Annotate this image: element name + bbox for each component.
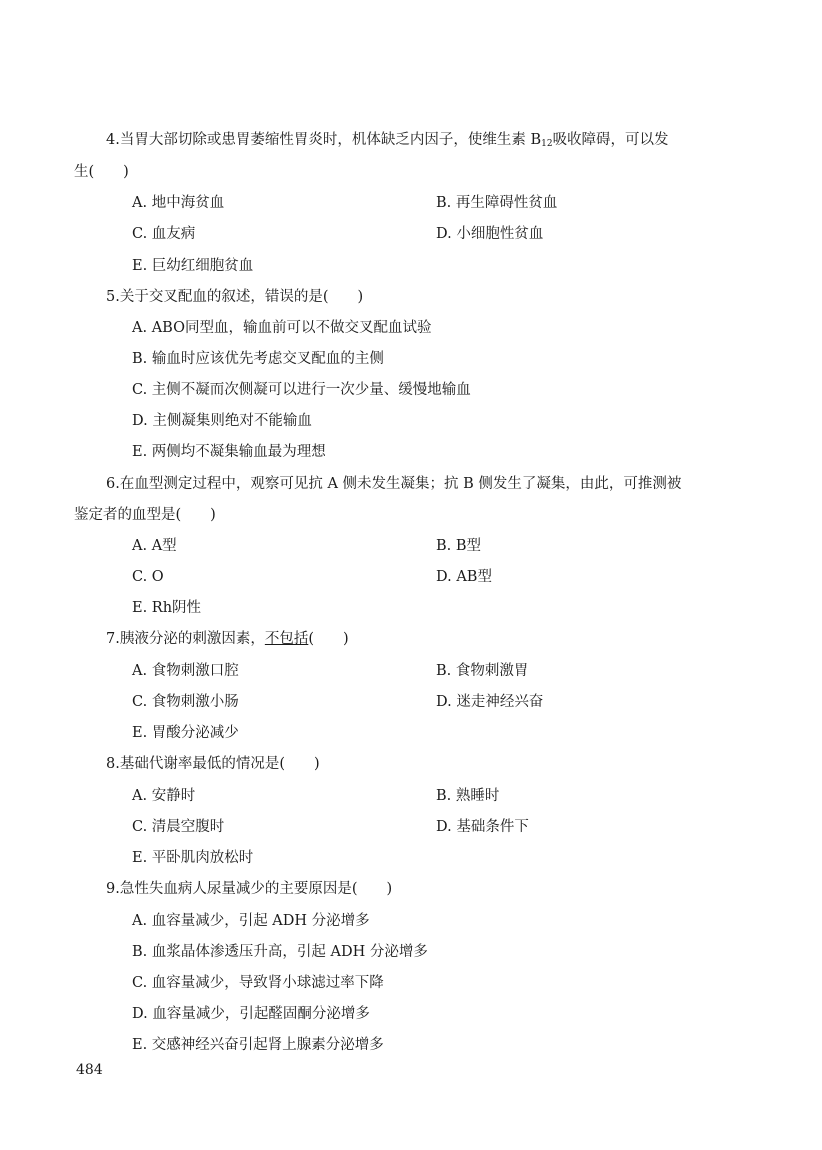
q5-option-a: A. ABO同型血，输血前可以不做交叉配血试验	[132, 320, 432, 336]
q8-option-b: B. 熟睡时	[436, 788, 500, 804]
q7-stem	[106, 629, 349, 649]
page-number: 484	[76, 1062, 103, 1078]
q9-option-d: D. 血容量减少，引起醛固酮分泌增多	[132, 1006, 370, 1022]
q4-stem-line2: 生( )	[74, 164, 129, 180]
q7-stem-underlined: 不包括	[264, 631, 309, 647]
q4-option-a: A. 地中海贫血	[132, 195, 225, 211]
q7-stem-blank: ( )	[308, 631, 349, 647]
q9-option-b: B. 血浆晶体渗透压升高，引起 ADH 分泌增多	[132, 944, 428, 960]
q6-option-c: C. O	[132, 569, 164, 585]
q8-option-e: E. 平卧肌肉放松时	[132, 850, 254, 866]
q4-stem-text: 4.当胃大部切除或患胃萎缩性胃炎时，机体缺乏内因子，使维生素 B	[106, 132, 542, 148]
q8-stem: 8.基础代谢率最低的情况是( )	[106, 756, 320, 772]
q5-option-e: E. 两侧均不凝集输血最为理想	[132, 444, 326, 460]
q6-option-b: B. B型	[436, 538, 482, 554]
q4-option-c: C. 血友病	[132, 226, 196, 242]
q4-subscript: 12	[541, 139, 553, 149]
q7-option-c: C. 食物刺激小肠	[132, 694, 239, 710]
q7-option-b: B. 食物刺激胃	[436, 663, 529, 679]
q4-option-b: B. 再生障碍性贫血	[436, 195, 558, 211]
q9-option-a: A. 血容量减少，引起 ADH 分泌增多	[132, 913, 370, 929]
q8-option-c: C. 清晨空腹时	[132, 819, 225, 835]
q8-option-a: A. 安静时	[132, 788, 196, 804]
q7-stem-text: 7.胰液分泌的刺激因素，	[106, 631, 265, 647]
q7-option-a: A. 食物刺激口腔	[132, 663, 239, 679]
q4-stem-line1	[106, 130, 669, 154]
q6-stem-line2: 鉴定者的血型是( )	[74, 507, 216, 523]
q6-option-a: A. A型	[132, 538, 177, 554]
q9-stem: 9.急性失血病人尿量减少的主要原因是( )	[106, 881, 393, 897]
q5-option-c: C. 主侧不凝而次侧凝可以进行一次少量、缓慢地输血	[132, 382, 471, 398]
q5-stem: 5.关于交叉配血的叙述，错误的是( )	[106, 289, 364, 305]
q7-option-d: D. 迷走神经兴奋	[436, 694, 544, 710]
q7-option-e: E. 胃酸分泌减少	[132, 725, 239, 741]
q5-option-b: B. 输血时应该优先考虑交叉配血的主侧	[132, 351, 384, 367]
q9-option-c: C. 血容量减少，导致肾小球滤过率下降	[132, 975, 384, 991]
q8-option-d: D. 基础条件下	[436, 819, 529, 835]
q4-option-d: D. 小细胞性贫血	[436, 226, 544, 242]
q6-option-e: E. Rh阴性	[132, 600, 202, 616]
q9-option-e: E. 交感神经兴奋引起肾上腺素分泌增多	[132, 1037, 384, 1053]
q5-option-d: D. 主侧凝集则绝对不能输血	[132, 413, 312, 429]
q4-option-e: E. 巨幼红细胞贫血	[132, 258, 254, 274]
q6-option-d: D. AB型	[436, 569, 492, 585]
q4-stem-text-end: 吸收障碍，可以发	[552, 132, 669, 148]
q6-stem-line1: 6.在血型测定过程中，观察可见抗 A 侧未发生凝集；抗 B 侧发生了凝集，由此，可推测被	[106, 476, 682, 492]
